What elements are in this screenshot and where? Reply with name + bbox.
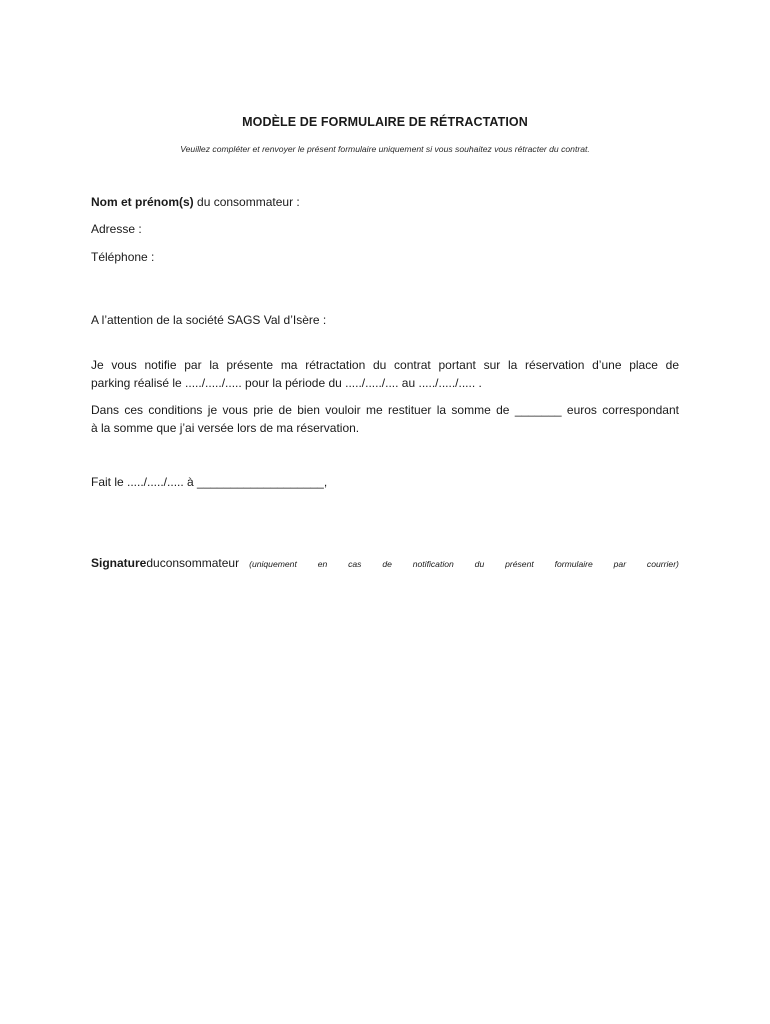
notification-paragraph [91, 356, 679, 392]
notification-line-2: parking réalisé le ...../...../..... pour la période du ...../...../.... au ...../...../..... . [91, 376, 482, 390]
signature-note [249, 559, 679, 569]
signature-note-word: en [317, 559, 328, 569]
signature-note-word: par [613, 559, 627, 569]
signature-word-du: du [146, 556, 160, 570]
attention-line: A l’attention de la société SAGS Val d’Isère : [91, 313, 327, 327]
signature-note-word: (uniquement [249, 559, 297, 569]
name-field-label: Nom et prénom(s) [91, 195, 194, 209]
notification-line-1: Je vous notifie par la présente ma rétractation du contrat portant sur la réservation d’une place de [91, 358, 679, 372]
phone-field-label: Téléphone : [91, 250, 155, 264]
done-at-line: Fait le ...../...../..... à ___________________, [91, 475, 328, 489]
signature-note-word: cas [348, 559, 362, 569]
refund-paragraph [91, 401, 679, 437]
signature-note-word: de [382, 559, 392, 569]
refund-line-2: à la somme que j’ai versée lors de ma réservation. [91, 421, 360, 435]
document-subtitle: Veuillez compléter et renvoyer le présent formulaire uniquement si vous souhaitez vous rétracter du contrat. [180, 144, 590, 154]
signature-note-word: formulaire [554, 559, 593, 569]
signature-note-word: présent [505, 559, 534, 569]
document-title: MODÈLE DE FORMULAIRE DE RÉTRACTATION [242, 115, 528, 129]
signature-note-word: courrier) [646, 559, 679, 569]
refund-line-1: Dans ces conditions je vous prie de bien vouloir me restituer la somme de _______ euros correspondant [91, 403, 679, 417]
signature-line [91, 556, 679, 570]
signature-word-consumer: consommateur [159, 556, 240, 570]
name-field-label-rest: du consommateur : [193, 195, 300, 209]
name-field-line [91, 195, 300, 209]
signature-note-word: notification [412, 559, 454, 569]
signature-label: Signature [91, 556, 147, 570]
address-field-label: Adresse : [91, 222, 142, 236]
signature-note-word: du [474, 559, 485, 569]
